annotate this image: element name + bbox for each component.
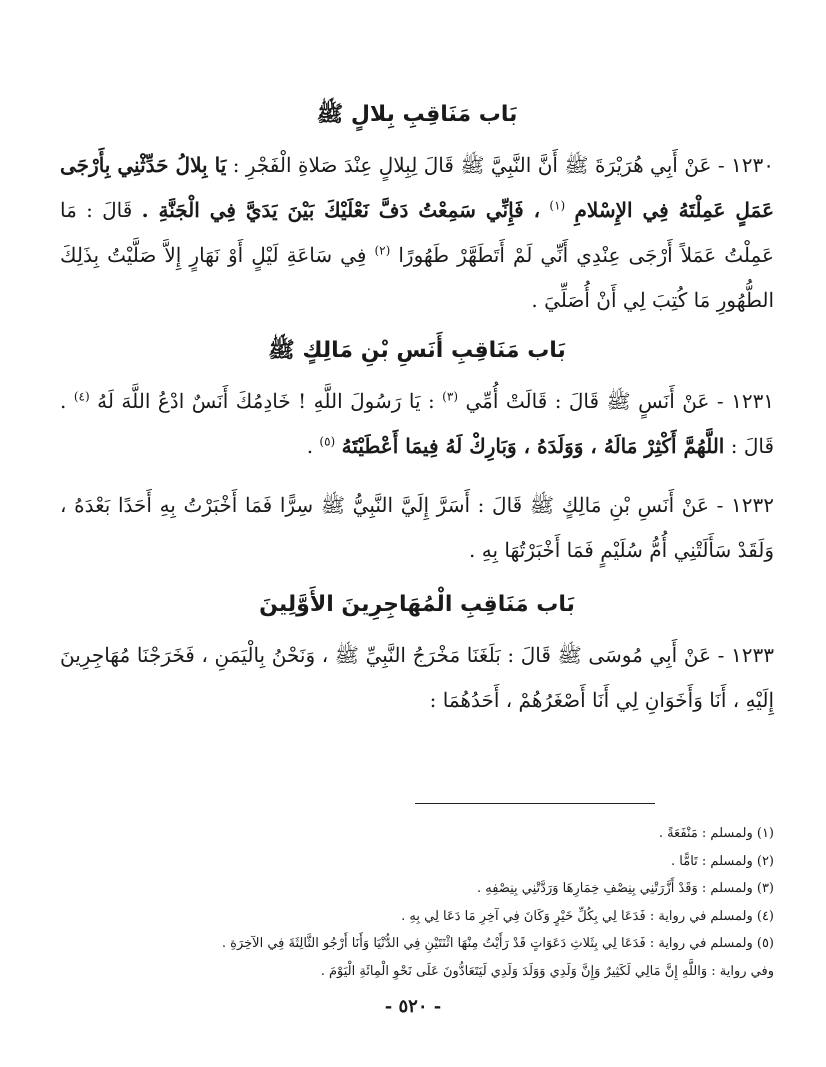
footnote-3: (٣) ولمسلم : وَقَدْ أَزَّرَتْنِي بِنِصْفِ خِمَارِهَا وَرَدَّتْنِي بِنِصْفِهِ . [477, 881, 774, 896]
section-heading-bilal: بَاب مَنَاقِبِ بِلالٍ ﷺ [316, 102, 518, 127]
footnote-divider [415, 803, 655, 804]
section-heading-anas: بَاب مَنَاقِبِ أَنَسِ بْنِ مَالِكٍ ﷺ [268, 338, 566, 363]
footnote-5: (٥) ولمسلم في رواية : فَدَعَا لِي بِثَلاثِ دَعَوَاتٍ قَدْ رَأَيْتُ مِنْهَا اثْنَتَيْنِ فِي الدُّنْيَا وَأَنَا أَرْجُو الثَّالِثَةَ فِي الآخِرَةِ . [221, 936, 774, 951]
hadith-1230-quote-2: ، فَإِنِّي سَمِعْتُ دَفَّ نَعْلَيْكَ بَيْنَ يَدَيَّ فِي الْجَنَّةِ . [141, 198, 541, 222]
hadith-1231 [60, 379, 774, 469]
page-number: - ٥٢٠ - [384, 996, 442, 1017]
hadith-1230-lead: ١٢٣٠ - عَنْ أَبِي هُرَيْرَةَ ﷺ أَنَّ النَّبِيَّ ﷺ قَالَ لِبِلالٍ عِنْدَ صَلاةِ الْفَجْرِ : [232, 153, 775, 177]
page-body [60, 95, 774, 723]
footnote-4: (٤) ولمسلم في رواية : فَدَعَا لِي بِكُلِّ خَيْرٍ وَكَانَ فِي آخِرِ مَا دَعَا لِي بِهِ . [401, 908, 774, 924]
hadith-1231-lead: ١٢٣١ - عَنْ أَنَسٍ ﷺ قَالَ : قَالَتْ أُمِّي [465, 389, 775, 413]
hadith-1231-mid: : يَا رَسُولَ اللَّهِ ! خَادِمُكَ أَنَسٌ ادْعُ اللَّهَ لَهُ [97, 389, 435, 413]
footnote-ref-3[interactable]: (٣) [442, 389, 458, 404]
hadith-1231-end: . [306, 434, 314, 458]
hadith-1230-quote: يَا بِلالُ حَدِّثْنِي بِأَرْجَى عَمَلٍ عَمِلْتَهُ فِي الإِسْلامِ [60, 153, 774, 222]
footnote-ref-4[interactable]: (٤) [73, 389, 90, 404]
hadith-1230-reply: قَالَ : مَا عَمِلْتُ عَمَلاً أَرْجَى عِنْدِي أَنِّي لَمْ أَتَطَهَّرْ طَهُورًا [60, 198, 774, 267]
hadith-1230-end: فِي سَاعَةِ لَيْلٍ أَوْ نَهَارٍ إِلاَّ صَلَّيْتُ بِذَلِكَ الطُّهُورِ مَا كُتِبَ لِي أَنْ أُصَلِّيَ . [60, 243, 774, 312]
hadith-1231-quote: اللَّهُمَّ أَكْثِرْ مَالَهُ ، وَوَلَدَهُ ، وَبَارِكْ لَهُ فِيمَا أَعْطَيْتَهُ [341, 434, 725, 458]
footnote-1: (١) ولمسلم : مَنْفَعَةً . [658, 826, 774, 841]
footnote-5-continued: وفي رواية : وَاللَّهِ إِنَّ مَالِي لَكَثِيرٌ وَإِنَّ وَلَدِي وَوَلَدَ وَلَدِي لَيَتَعَادُّونَ عَلَى نَحْوِ الْمِائَةِ الْيَوْمَ . [320, 963, 774, 979]
hadith-1232: ١٢٣٢ - عَنْ أَنَسِ بْنِ مَالِكٍ ﷺ قَالَ : أَسَرَّ إِلَيَّ النَّبِيُّ ﷺ سِرًّا فَمَا أَخْبَرْتُ بِهِ أَحَدًا بَعْدَهُ ، وَلَقَدْ سَأَلَتْنِي أُمُّ سُلَيْمٍ فَمَا أَخْبَرْتُهَا بِهِ . [60, 493, 774, 562]
footnote-2: (٢) ولمسلم : تَامًّا . [671, 853, 774, 869]
hadith-1231-mid-2: . قَالَ : [60, 389, 774, 458]
footnote-ref-1[interactable]: (١) [549, 198, 566, 213]
hadith-1230 [60, 143, 774, 323]
footnote-ref-5[interactable]: (٥) [319, 434, 336, 449]
footnotes [60, 820, 774, 985]
footnote-ref-2[interactable]: (٢) [374, 243, 391, 258]
hadith-1233: ١٢٣٣ - عَنْ أَبِي مُوسَى ﷺ قَالَ : بَلَغَنَا مَخْرَجُ النَّبِيِّ ﷺ ، وَنَحْنُ بِالْيَمَنِ ، فَخَرَجْنَا مُهَاجِرِينَ إِلَيْهِ ، أَنَا وَأَخَوَانِ لِي أَنَا أَصْغَرُهُمْ ، أَحَدُهُمَا : [60, 643, 774, 712]
section-heading-muhajirin: بَاب مَنَاقِبِ الْمُهَاجِرِينَ الأَوَّلِينَ [259, 592, 575, 617]
